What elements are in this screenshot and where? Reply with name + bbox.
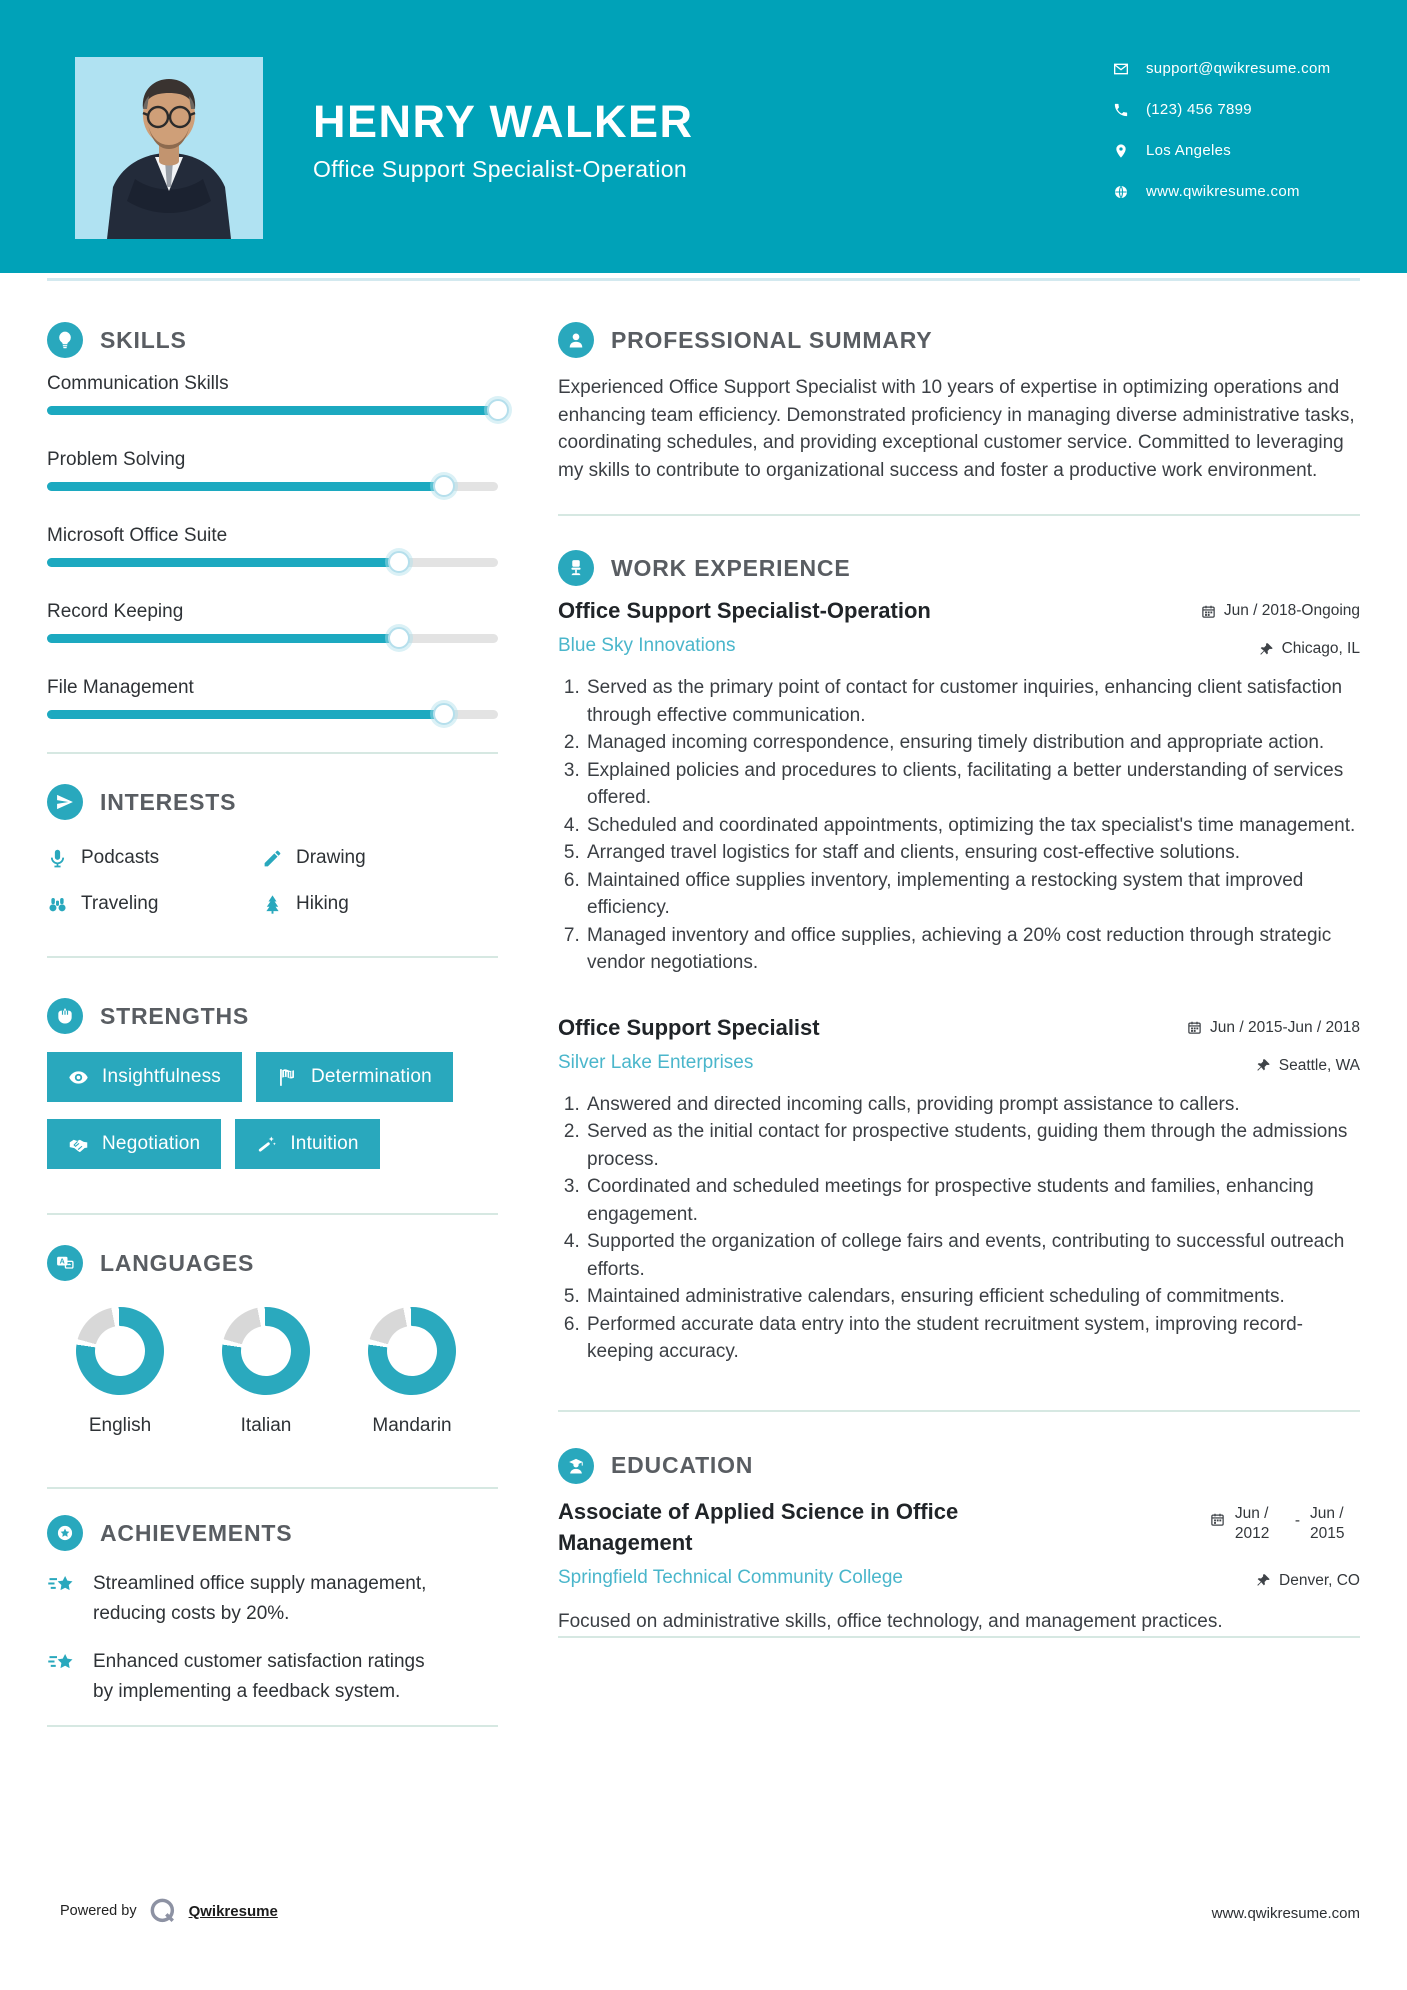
interest-item bbox=[47, 888, 262, 920]
education-date-end: Jun / 2015 bbox=[1310, 1504, 1345, 1542]
job-entry bbox=[558, 596, 1360, 977]
job-location bbox=[1256, 1057, 1360, 1075]
strengths-section-header bbox=[47, 998, 498, 1034]
handshake-icon bbox=[68, 1134, 89, 1155]
interest-label: Traveling bbox=[81, 893, 159, 914]
achievement-text: Streamlined office supply management, reducing costs by 20%. bbox=[93, 1573, 427, 1624]
calendar-icon bbox=[1187, 1020, 1202, 1035]
job-location bbox=[1259, 640, 1360, 658]
summary-heading: PROFESSIONAL SUMMARY bbox=[611, 326, 933, 353]
interests-section-header bbox=[47, 784, 498, 820]
section-divider bbox=[47, 1725, 498, 1727]
education-entry bbox=[558, 1496, 1360, 1636]
contact-website[interactable] bbox=[1113, 183, 1330, 200]
contact-email[interactable] bbox=[1113, 60, 1330, 77]
location-pin-icon bbox=[1113, 143, 1129, 159]
section-divider bbox=[47, 1487, 498, 1489]
calendar-icon bbox=[1201, 604, 1216, 619]
contact-phone[interactable] bbox=[1113, 101, 1330, 118]
interest-label: Hiking bbox=[296, 893, 349, 914]
interest-item bbox=[47, 842, 262, 874]
language-item bbox=[222, 1307, 310, 1437]
fist-icon bbox=[47, 998, 83, 1034]
skill-knob bbox=[487, 399, 509, 421]
job-title: Office Support Specialist bbox=[558, 1014, 820, 1040]
skill-knob bbox=[433, 703, 455, 725]
microphone-icon bbox=[47, 848, 68, 869]
section-divider bbox=[47, 752, 498, 754]
contact-block bbox=[1113, 60, 1330, 200]
job-title: Office Support Specialist-Operation bbox=[558, 598, 931, 623]
education-location bbox=[1256, 1572, 1360, 1590]
achievements-list bbox=[47, 1569, 498, 1707]
job-bullet: 7. Managed inventory and office supplies, achieving a 20% cost reduction through strategic vendor negotiations. bbox=[585, 922, 1360, 977]
contact-email-text: support@qwikresume.com bbox=[1146, 60, 1331, 77]
pencil-icon bbox=[262, 848, 283, 869]
job-entry bbox=[558, 1013, 1360, 1366]
achievements-heading: ACHIEVEMENTS bbox=[100, 1519, 293, 1546]
language-item bbox=[76, 1307, 164, 1437]
contact-location-text: Los Angeles bbox=[1146, 142, 1232, 159]
phone-icon bbox=[1113, 102, 1129, 118]
svg-text:A: A bbox=[59, 1257, 65, 1266]
skill-item bbox=[47, 600, 498, 643]
job-bullet: 2. Served as the initial contact for prospective students, guiding them through the admissions process. bbox=[585, 1118, 1360, 1173]
skill-label: Microsoft Office Suite bbox=[47, 525, 228, 546]
education-section-header bbox=[558, 1448, 1360, 1484]
interest-label: Podcasts bbox=[81, 847, 160, 868]
skill-label: Communication Skills bbox=[47, 373, 229, 394]
globe-icon bbox=[1113, 184, 1129, 200]
interest-label: Drawing bbox=[296, 847, 366, 868]
skill-label: File Management bbox=[47, 677, 194, 698]
profile-photo-illustration bbox=[75, 57, 263, 239]
skill-label: Record Keeping bbox=[47, 601, 184, 622]
skill-slider bbox=[47, 406, 498, 415]
header-band bbox=[0, 0, 1407, 273]
calendar-icon bbox=[1210, 1512, 1225, 1527]
contact-website-text: www.qwikresume.com bbox=[1146, 183, 1300, 200]
translate-icon bbox=[47, 1245, 83, 1281]
skill-slider bbox=[47, 558, 498, 567]
flag-icon bbox=[277, 1067, 298, 1088]
qwikresume-link[interactable]: Qwikresume bbox=[188, 1902, 278, 1920]
job-bullet: 4. Scheduled and coordinated appointments, optimizing the tax specialist's time management. bbox=[585, 812, 1360, 840]
pushpin-icon bbox=[1256, 1058, 1271, 1073]
skill-item bbox=[47, 372, 498, 415]
profile-photo bbox=[75, 57, 263, 239]
pushpin-icon bbox=[1259, 642, 1274, 657]
footer-website-link[interactable]: www.qwikresume.com bbox=[1211, 1905, 1360, 1922]
strength-badge bbox=[235, 1119, 379, 1169]
company-name[interactable]: Silver Lake Enterprises bbox=[558, 1051, 754, 1073]
education-location-text: Denver, CO bbox=[1279, 1571, 1360, 1589]
language-donut-chart bbox=[72, 1303, 169, 1400]
section-divider bbox=[47, 1213, 498, 1215]
jobs-list bbox=[558, 596, 1360, 1366]
language-label: Italian bbox=[240, 1415, 292, 1436]
job-dates bbox=[1201, 602, 1360, 620]
lightbulb-icon bbox=[47, 322, 83, 358]
powered-by-label: Powered by bbox=[60, 1903, 137, 1919]
job-location-text: Seattle, WA bbox=[1278, 1056, 1360, 1074]
language-donut-chart bbox=[218, 1303, 315, 1400]
language-label: English bbox=[88, 1415, 152, 1436]
education-description: Focused on administrative skills, office technology, and management practices. bbox=[558, 1610, 1223, 1632]
job-dates-text: Jun / 2015-Jun / 2018 bbox=[1210, 1018, 1360, 1036]
person-icon bbox=[558, 322, 594, 358]
skill-knob bbox=[388, 551, 410, 573]
achievement-text: Enhanced customer satisfaction ratings by implementing a feedback system. bbox=[93, 1651, 425, 1702]
skill-knob bbox=[433, 475, 455, 497]
experience-heading: WORK EXPERIENCE bbox=[611, 554, 851, 581]
paper-plane-icon bbox=[47, 784, 83, 820]
pushpin-icon bbox=[1256, 1573, 1271, 1588]
job-dates-text: Jun / 2018-Ongoing bbox=[1223, 602, 1360, 619]
summary-text: Experienced Office Support Specialist with 10 years of expertise in optimizing operations and enhancing team efficiency. Demonstrated proficiency in managing diverse administrative tasks, coordinating schedules, and providing exceptional customer service. Committed to leveraging my skills to contribute to organizational success and foster a productive work environment. bbox=[558, 377, 1355, 481]
strength-label: Negotiation bbox=[102, 1133, 201, 1154]
strength-label: Insightfulness bbox=[102, 1066, 221, 1087]
section-divider bbox=[558, 1636, 1360, 1638]
language-label: Mandarin bbox=[372, 1415, 452, 1436]
strength-label: Intuition bbox=[290, 1133, 359, 1154]
job-bullet: 6. Maintained office supplies inventory, implementing a restocking system that improved efficiency. bbox=[585, 867, 1360, 922]
office-chair-icon bbox=[558, 550, 594, 586]
contact-location bbox=[1113, 142, 1330, 159]
job-bullet: 1. Served as the primary point of contact for customer inquiries, enhancing client satisfaction through effective communication. bbox=[585, 674, 1360, 729]
header-divider bbox=[47, 278, 1360, 281]
job-bullet: 2. Managed incoming correspondence, ensuring timely distribution and appropriate action. bbox=[585, 729, 1360, 757]
achievements-section-header bbox=[47, 1515, 498, 1551]
strength-label: Determination bbox=[310, 1066, 432, 1087]
candidate-name: HENRY WALKER bbox=[313, 96, 694, 147]
interest-item bbox=[262, 888, 498, 920]
education-date-separator: - bbox=[1294, 1511, 1300, 1529]
job-bullet: 3. Explained policies and procedures to clients, facilitating a better understanding of services offered. bbox=[585, 757, 1360, 812]
graduate-icon bbox=[558, 1448, 594, 1484]
skill-slider bbox=[47, 710, 498, 719]
section-divider bbox=[558, 1410, 1360, 1412]
education-date-start: Jun / 2012 bbox=[1234, 1504, 1270, 1542]
job-bullets bbox=[558, 674, 1360, 977]
skill-item bbox=[47, 448, 498, 491]
skill-knob bbox=[388, 627, 410, 649]
skill-slider bbox=[47, 482, 498, 491]
footer-branding bbox=[60, 1895, 278, 1927]
achievement-item bbox=[47, 1569, 498, 1629]
skill-item bbox=[47, 676, 498, 719]
skill-label: Problem Solving bbox=[47, 449, 186, 470]
job-bullets bbox=[558, 1091, 1360, 1366]
achievement-item bbox=[47, 1647, 498, 1707]
interest-item bbox=[262, 842, 498, 874]
job-dates bbox=[1187, 1019, 1360, 1037]
school-name[interactable]: Springfield Technical Community College bbox=[558, 1566, 903, 1588]
interests-heading: INTERESTS bbox=[100, 788, 237, 815]
pine-tree-icon bbox=[262, 894, 283, 915]
language-item bbox=[368, 1307, 456, 1437]
job-bullet: 5. Arranged travel logistics for staff and clients, ensuring cost-effective solutions. bbox=[585, 839, 1360, 867]
skills-heading: SKILLS bbox=[100, 326, 187, 353]
email-icon bbox=[1113, 61, 1129, 77]
binoculars-icon bbox=[47, 894, 68, 915]
strengths-list bbox=[47, 1052, 498, 1169]
shooting-star-icon bbox=[47, 1649, 77, 1679]
strength-badge bbox=[47, 1119, 221, 1169]
strength-badge bbox=[47, 1052, 242, 1102]
interests-list bbox=[47, 842, 498, 920]
summary-section-header bbox=[558, 322, 1360, 358]
magic-wand-icon bbox=[256, 1134, 277, 1155]
experience-section-header bbox=[558, 550, 1360, 586]
skill-item bbox=[47, 524, 498, 567]
job-bullet: 3. Coordinated and scheduled meetings for prospective students and families, enhancing engagement. bbox=[585, 1173, 1360, 1228]
languages-heading: LANGUAGES bbox=[100, 1249, 255, 1276]
strengths-heading: STRENGTHS bbox=[100, 1002, 250, 1029]
education-dates bbox=[1210, 1504, 1360, 1544]
job-bullet: 1. Answered and directed incoming calls, providing prompt assistance to callers. bbox=[585, 1091, 1360, 1119]
right-column bbox=[558, 322, 1360, 1638]
skills-list bbox=[47, 372, 498, 719]
language-donut-chart bbox=[364, 1303, 461, 1400]
star-rosette-icon bbox=[47, 1515, 83, 1551]
skills-section-header bbox=[47, 322, 498, 358]
job-bullet: 4. Supported the organization of college fairs and events, contributing to successful outreach efforts. bbox=[585, 1228, 1360, 1283]
strength-badge bbox=[256, 1052, 453, 1102]
candidate-title: Office Support Specialist-Operation bbox=[313, 156, 688, 182]
degree-title: Associate of Applied Science in Office Management bbox=[558, 1498, 959, 1555]
job-bullet: 5. Maintained administrative calendars, ensuring efficient scheduling of commitments. bbox=[585, 1283, 1360, 1311]
qwikresume-logo-icon bbox=[147, 1895, 179, 1927]
eye-icon bbox=[68, 1067, 89, 1088]
section-divider bbox=[558, 514, 1360, 516]
shooting-star-icon bbox=[47, 1571, 77, 1601]
contact-phone-text: (123) 456 7899 bbox=[1146, 101, 1252, 118]
left-column bbox=[47, 322, 498, 1727]
job-location-text: Chicago, IL bbox=[1281, 640, 1360, 657]
section-divider bbox=[47, 956, 498, 958]
skill-slider bbox=[47, 634, 498, 643]
languages-section-header bbox=[47, 1245, 498, 1281]
company-name[interactable]: Blue Sky Innovations bbox=[558, 635, 736, 656]
job-bullet: 6. Performed accurate data entry into the student recruitment system, improving record-keeping accuracy. bbox=[585, 1311, 1360, 1366]
education-heading: EDUCATION bbox=[611, 1452, 754, 1478]
languages-list bbox=[47, 1307, 498, 1437]
